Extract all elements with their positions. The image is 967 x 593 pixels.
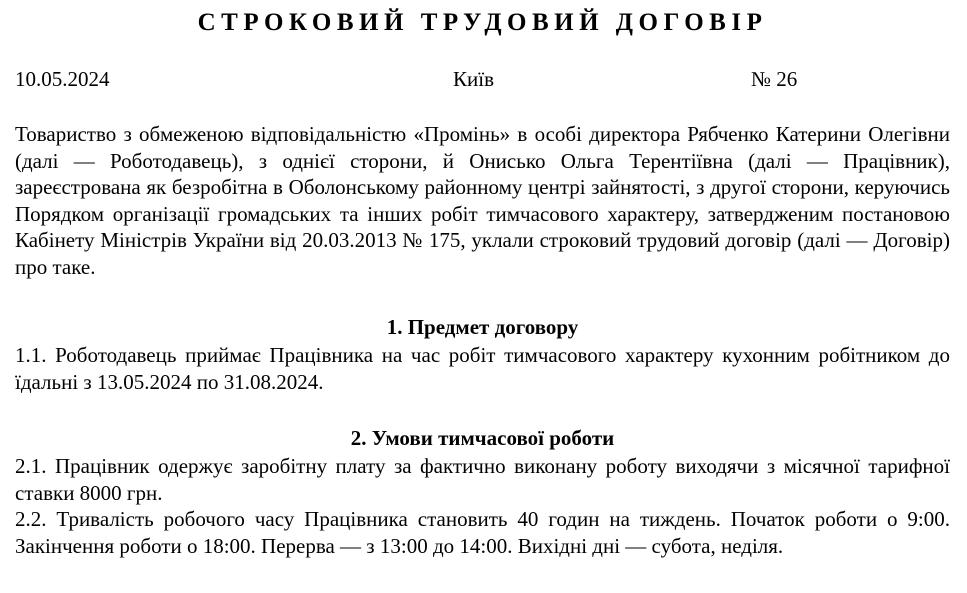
preamble-paragraph: Товариство з обмеженою відповідальністю «Промінь» в особі директора Рябченко Катерини Олегівни (далі — Роботодавець), з однієї сторони, й Онисько Ольга Терентіївна (далі — Працівник), зареєстрована як безробітна в Оболонському районному центрі зайнятості, з другої сторони, керуючись Порядком організації громадських та інших робіт тимчасового характеру, затвердженим постановою Кабінету Міністрів України від 20.03.2013 № 175, уклали строковий трудовий договір (далі — Договір) про таке. <box>15 122 950 279</box>
document-number: № 26 <box>751 67 798 91</box>
clause-1-1: 1.1. Роботодавець приймає Працівника на час робіт тимчасового характеру кухонним робітником до їдальні з 13.05.2024 по 31.08.2024. <box>15 343 950 394</box>
document-date: 10.05.2024 <box>15 67 110 91</box>
document-city: Київ <box>453 67 494 91</box>
document-title: СТРОКОВИЙ ТРУДОВИЙ ДОГОВІР <box>197 9 768 36</box>
clause-2-1: 2.1. Працівник одержує заробітну плату за фактично виконану роботу виходячи з місячної тарифної ставки 8000 грн. <box>15 454 950 505</box>
section-heading-subject: 1. Предмет договору <box>386 315 579 339</box>
section-conditions <box>15 453 950 559</box>
document-meta-row <box>15 66 950 92</box>
section-heading-conditions: 2. Умови тимчасової роботи <box>350 426 615 450</box>
section-subject <box>15 342 950 395</box>
clause-2-2: 2.2. Тривалість робочого часу Працівника становить 40 годин на тиждень. Початок роботи о 9:00. Закінчення роботи о 18:00. Перерва — з 13:00 до 14:00. Вихідні дні — субота, неділя. <box>15 507 950 558</box>
